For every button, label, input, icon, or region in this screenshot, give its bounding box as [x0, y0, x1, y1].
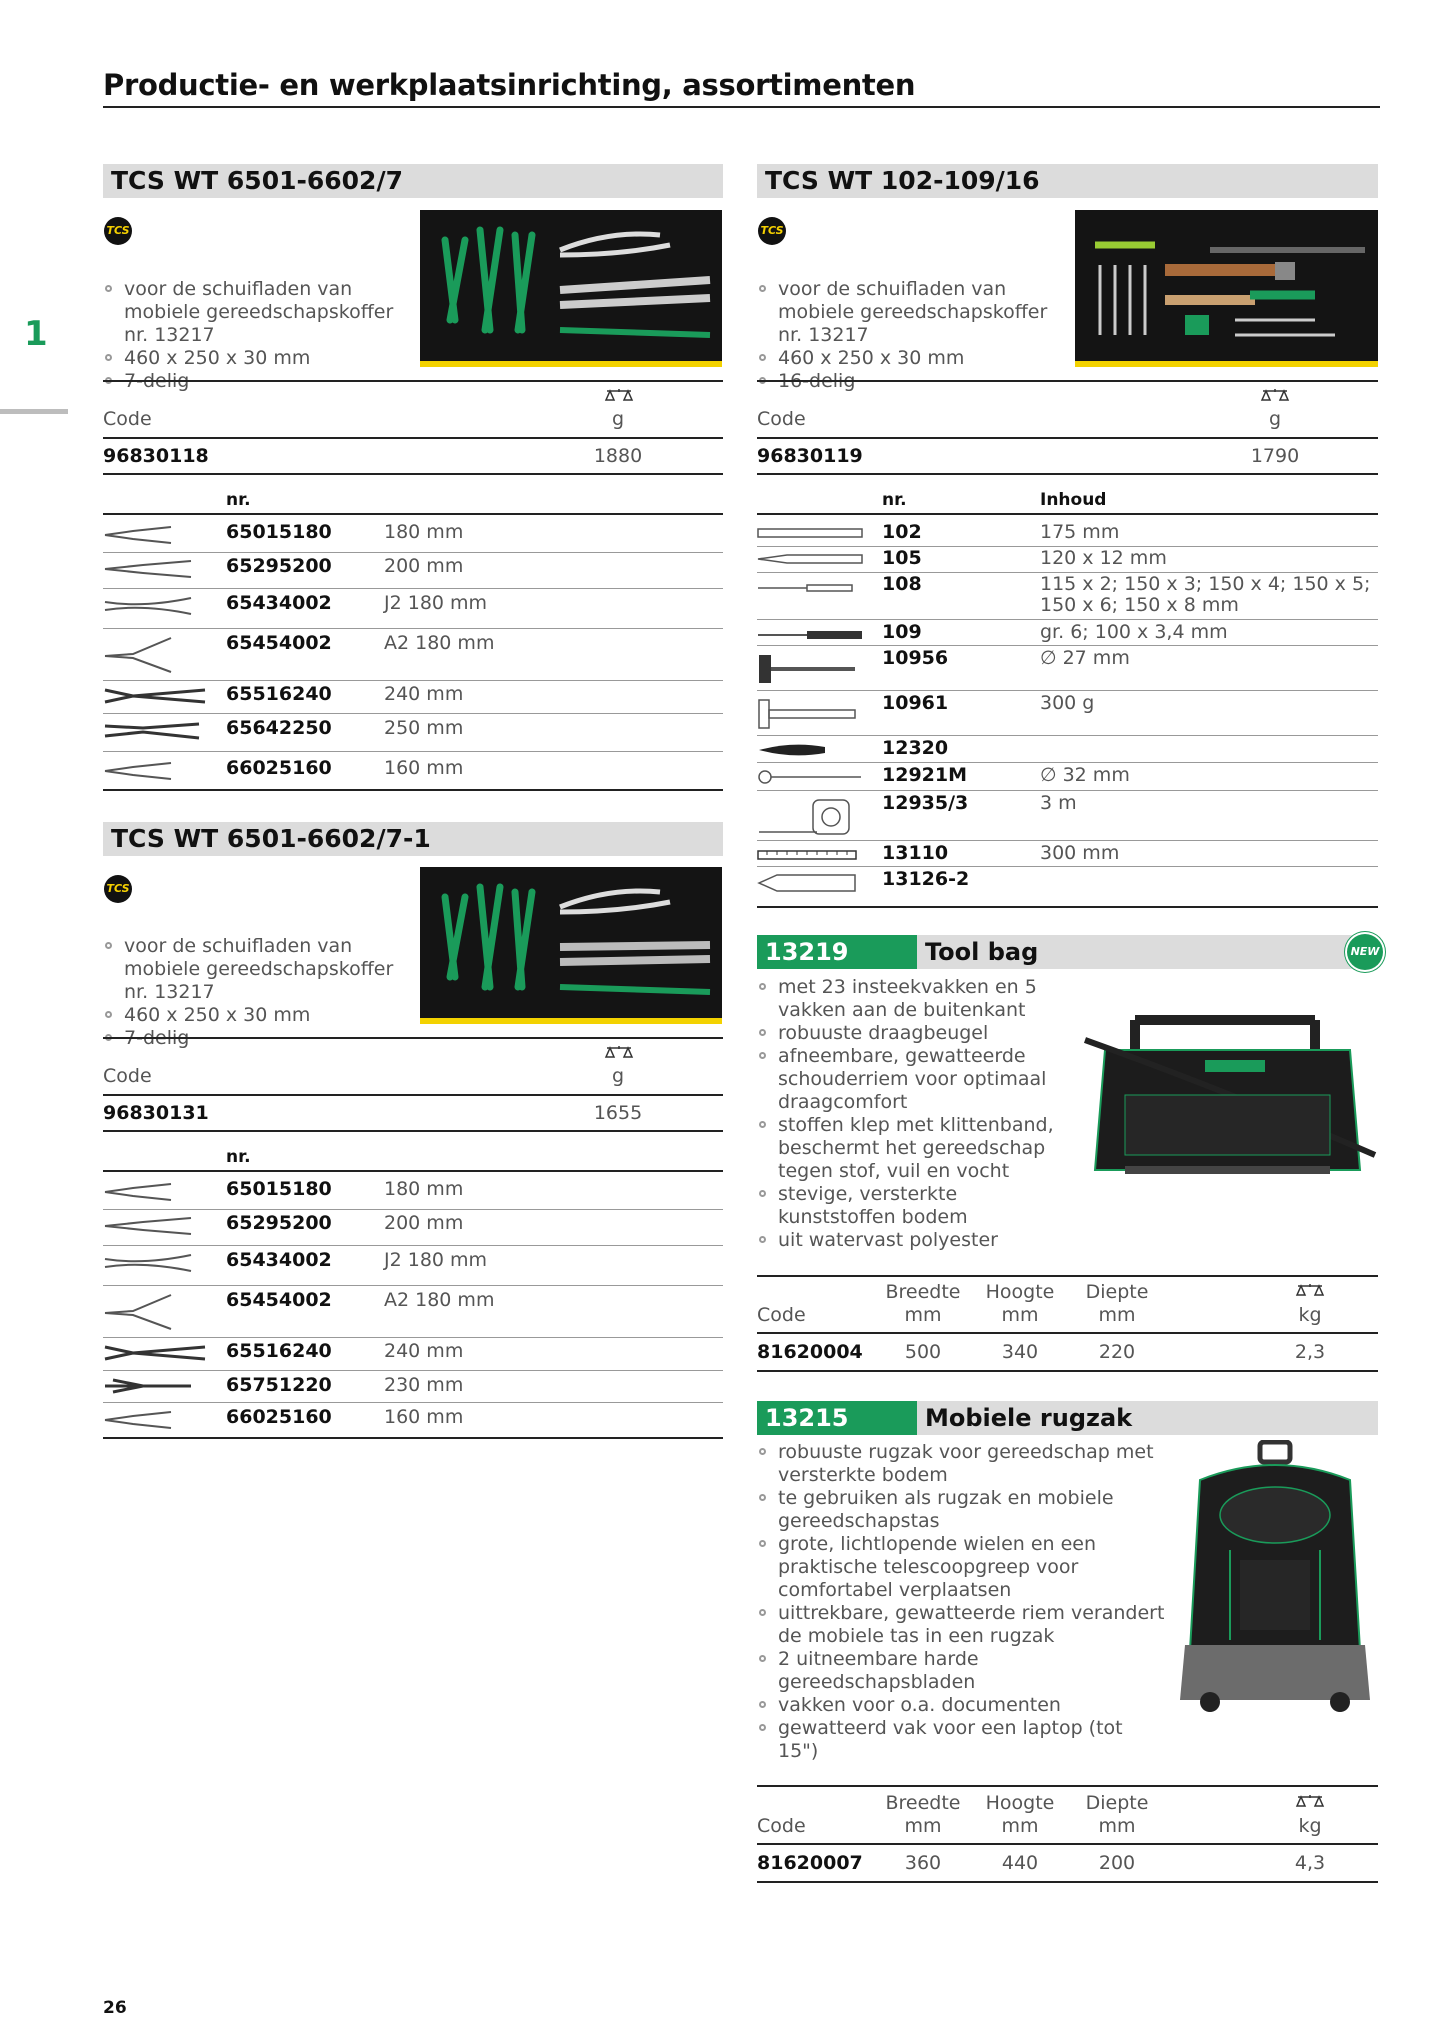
circlip-pliers-icon	[103, 634, 173, 674]
kg-unit: kg	[1298, 1304, 1322, 1326]
tcs-badge-icon: TCS	[104, 217, 132, 245]
diepte-unit: mm	[1098, 1304, 1136, 1326]
item-nr: 12320	[882, 737, 949, 759]
item-nr: 65642250	[226, 717, 332, 739]
punch-icon	[757, 553, 863, 565]
row-divider	[757, 866, 1378, 867]
bullet: gewatteerd vak voor een laptop (tot 15")	[757, 1717, 1167, 1763]
divider	[757, 1332, 1378, 1334]
bullet: afneembare, gewatteerde schouderriem voor optimaal draagcomfort	[757, 1045, 1072, 1114]
bullet: 16-delig	[757, 370, 1067, 393]
page-title: Productie- en werkplaatsinrichting, assortimenten	[103, 68, 916, 102]
item-desc: ∅ 27 mm	[1040, 647, 1130, 669]
backpack-hoogte: 440	[1001, 1852, 1039, 1874]
nr-header: nr.	[226, 1147, 251, 1167]
divider	[103, 1437, 723, 1439]
circlip-pliers-icon	[103, 1251, 193, 1275]
item-desc: 160 mm	[384, 757, 464, 779]
mallet-icon	[757, 651, 857, 687]
row-divider	[757, 735, 1378, 736]
item-desc: 240 mm	[384, 683, 464, 705]
bullet: te gebruiken als rugzak en mobiele gereedschapstas	[757, 1487, 1167, 1533]
divider	[103, 1170, 723, 1172]
pliers-wrench-icon	[103, 1376, 193, 1396]
divider	[757, 1370, 1378, 1372]
water-pump-pliers-icon	[103, 684, 208, 708]
pliers-icon	[103, 523, 173, 547]
item-nr: 109	[882, 621, 922, 643]
locking-pliers-icon	[103, 718, 203, 744]
set3-bullets	[757, 278, 1067, 393]
row-divider	[103, 751, 723, 752]
row-divider	[103, 713, 723, 714]
item-nr: 13126-2	[882, 868, 970, 890]
divider	[757, 473, 1378, 475]
divider	[757, 906, 1378, 908]
item-nr: 12921M	[882, 764, 968, 786]
set1-tray-photo	[420, 210, 722, 367]
code-header: Code	[103, 408, 152, 430]
toolbag-hoogte: 340	[1001, 1341, 1039, 1363]
set2-title: TCS WT 6501-6602/7-1	[103, 822, 723, 856]
tcs-badge-icon: TCS	[104, 875, 132, 903]
water-pump-pliers-icon	[103, 1341, 208, 1365]
item-nr: 65015180	[226, 521, 332, 543]
divider	[103, 1130, 723, 1132]
toolbag-number: 13219	[757, 935, 917, 969]
tcs-badge-icon: TCS	[758, 217, 786, 245]
diepte-header: Diepte	[1085, 1792, 1149, 1814]
code-header: Code	[757, 408, 806, 430]
code-header: Code	[757, 1815, 806, 1837]
item-nr: 65454002	[226, 632, 332, 654]
bullet: 460 x 250 x 30 mm	[103, 347, 413, 370]
item-nr: 65454002	[226, 1289, 332, 1311]
magnetic-pickup-icon	[757, 770, 863, 784]
hoogte-unit: mm	[1001, 1815, 1039, 1837]
set1-title: TCS WT 6501-6602/7	[103, 164, 723, 198]
item-desc: 200 mm	[384, 1212, 464, 1234]
pin-punch-icon	[757, 584, 853, 592]
item-desc: gr. 6; 100 x 3,4 mm	[1040, 621, 1228, 643]
backpack-photo	[1170, 1440, 1380, 1715]
weight-unit: g	[1268, 408, 1282, 430]
bullet: vakken voor o.a. documenten	[757, 1694, 1167, 1717]
item-desc: 230 mm	[384, 1374, 464, 1396]
divider	[103, 380, 723, 382]
backpack-code: 81620007	[757, 1852, 863, 1874]
row-divider	[103, 588, 723, 589]
cutting-pliers-icon	[103, 1408, 173, 1432]
row-divider	[757, 690, 1378, 691]
hammer-icon	[757, 698, 857, 730]
divider	[103, 473, 723, 475]
bullet: voor de schuifladen van mobiele gereedschapskoffer nr. 13217	[103, 935, 413, 1004]
pliers-icon	[103, 557, 193, 581]
chisel-icon	[757, 527, 863, 539]
bullet: stoffen klep met klittenband, beschermt het gereedschap tegen stof, vuil en vocht	[757, 1114, 1072, 1183]
item-desc: 3 m	[1040, 792, 1077, 814]
weight-scale-icon	[604, 1045, 634, 1063]
divider	[103, 513, 723, 515]
row-divider	[103, 1370, 723, 1371]
backpack-bullets	[757, 1441, 1167, 1763]
row-divider	[757, 790, 1378, 791]
breedte-unit: mm	[904, 1815, 942, 1837]
item-nr: 12935/3	[882, 792, 969, 814]
set1-weight: 1880	[593, 445, 643, 467]
set1-code: 96830118	[103, 445, 209, 467]
diepte-unit: mm	[1098, 1815, 1136, 1837]
row-divider	[103, 552, 723, 553]
item-nr: 65516240	[226, 683, 332, 705]
backpack-name: Mobiele rugzak	[925, 1404, 1133, 1432]
nr-header: nr.	[226, 490, 251, 510]
weight-unit: g	[611, 408, 625, 430]
item-nr: 65015180	[226, 1178, 332, 1200]
item-desc: J2 180 mm	[384, 592, 488, 614]
item-nr: 65295200	[226, 1212, 332, 1234]
divider	[757, 1881, 1378, 1883]
divider	[757, 1843, 1378, 1845]
weight-unit: g	[611, 1065, 625, 1087]
item-nr: 102	[882, 521, 922, 543]
divider	[757, 513, 1378, 515]
row-divider	[103, 680, 723, 681]
toolbag-photo	[1075, 980, 1380, 1195]
tape-measure-icon	[757, 796, 851, 838]
divider	[757, 437, 1378, 439]
bullet: robuuste draagbeugel	[757, 1022, 1072, 1045]
item-desc: 160 mm	[384, 1406, 464, 1428]
bullet: 460 x 250 x 30 mm	[757, 347, 1067, 370]
toolbag-bullets	[757, 976, 1072, 1252]
set3-weight: 1790	[1250, 445, 1300, 467]
toolbag-diepte: 220	[1098, 1341, 1136, 1363]
hoogte-header: Hoogte	[985, 1792, 1055, 1814]
code-header: Code	[103, 1065, 152, 1087]
bullet: 460 x 250 x 30 mm	[103, 1004, 413, 1027]
title-rule	[103, 106, 1380, 108]
set1-bullets	[103, 278, 413, 393]
kg-unit: kg	[1298, 1815, 1322, 1837]
row-divider	[757, 840, 1378, 841]
code-header: Code	[757, 1304, 806, 1326]
divider	[757, 380, 1378, 382]
item-desc: 240 mm	[384, 1340, 464, 1362]
item-nr: 65434002	[226, 592, 332, 614]
divider	[103, 1094, 723, 1096]
set3-tray-photo	[1075, 210, 1378, 367]
breedte-header: Breedte	[885, 1792, 961, 1814]
toolbag-name: Tool bag	[925, 938, 1039, 966]
row-divider	[103, 1337, 723, 1338]
item-desc: A2 180 mm	[384, 1289, 495, 1311]
bullet: 7-delig	[103, 370, 413, 393]
toolbag-breedte: 500	[904, 1341, 942, 1363]
row-divider	[103, 628, 723, 629]
row-divider	[103, 1285, 723, 1286]
backpack-weight: 4,3	[1294, 1852, 1326, 1874]
item-desc: J2 180 mm	[384, 1249, 488, 1271]
chapter-tab-bar	[0, 409, 68, 414]
divider	[103, 437, 723, 439]
item-desc: 120 x 12 mm	[1040, 547, 1167, 569]
item-nr: 65516240	[226, 1340, 332, 1362]
row-divider	[757, 645, 1378, 646]
bullet: stevige, versterkte kunststoffen bodem	[757, 1183, 1072, 1229]
item-nr: 66025160	[226, 1406, 332, 1428]
pliers-icon	[103, 1180, 173, 1204]
breedte-unit: mm	[904, 1304, 942, 1326]
item-desc: 115 x 2; 150 x 3; 150 x 4; 150 x 5;	[1040, 573, 1371, 595]
item-nr: 65434002	[226, 1249, 332, 1271]
bullet: voor de schuifladen van mobiele gereedschapskoffer nr. 13217	[103, 278, 413, 347]
item-desc: 180 mm	[384, 521, 464, 543]
item-desc: 175 mm	[1040, 521, 1120, 543]
bullet: 7-delig	[103, 1027, 413, 1050]
weight-scale-icon	[1295, 1283, 1325, 1301]
bullet: voor de schuifladen van mobiele gereedschapskoffer nr. 13217	[757, 278, 1067, 347]
weight-scale-icon	[1260, 388, 1290, 406]
item-desc: 300 mm	[1040, 842, 1120, 864]
backpack-breedte: 360	[904, 1852, 942, 1874]
item-nr: 10961	[882, 692, 949, 714]
set3-code: 96830119	[757, 445, 863, 467]
item-nr: 105	[882, 547, 922, 569]
inhoud-header: Inhoud	[1040, 490, 1107, 510]
bullet: 2 uitneembare harde gereedschapsbladen	[757, 1648, 1167, 1694]
item-desc-line2: 150 x 6; 150 x 8 mm	[1040, 594, 1239, 616]
weight-scale-icon	[604, 388, 634, 406]
bullet: grote, lichtlopende wielen en een praktische telescoopgreep voor comfortabel verplaatsen	[757, 1533, 1167, 1602]
divider	[103, 789, 723, 791]
weight-scale-icon	[1295, 1794, 1325, 1812]
circlip-pliers-icon	[103, 594, 193, 618]
row-divider	[103, 1209, 723, 1210]
hoogte-header: Hoogte	[985, 1281, 1055, 1303]
item-desc: 180 mm	[384, 1178, 464, 1200]
ruler-icon	[757, 850, 857, 860]
item-desc: 300 g	[1040, 692, 1095, 714]
cutting-pliers-icon	[103, 759, 173, 783]
chapter-number: 1	[24, 314, 48, 354]
divider	[757, 1275, 1378, 1277]
hoogte-unit: mm	[1001, 1304, 1039, 1326]
row-divider	[103, 1402, 723, 1403]
backpack-diepte: 200	[1098, 1852, 1136, 1874]
knife-icon	[757, 743, 827, 757]
bullet: robuuste rugzak voor gereedschap met versterkte bodem	[757, 1441, 1167, 1487]
item-nr: 108	[882, 573, 922, 595]
row-divider	[757, 619, 1378, 620]
set2-code: 96830131	[103, 1102, 209, 1124]
item-desc: 200 mm	[384, 555, 464, 577]
set2-weight: 1655	[593, 1102, 643, 1124]
pliers-icon	[103, 1214, 193, 1238]
marker-icon	[757, 872, 857, 894]
row-divider	[757, 762, 1378, 763]
set3-title: TCS WT 102-109/16	[757, 164, 1378, 198]
set2-bullets	[103, 935, 413, 1050]
item-desc: A2 180 mm	[384, 632, 495, 654]
divider	[757, 1785, 1378, 1787]
backpack-number: 13215	[757, 1401, 917, 1435]
new-badge-icon: NEW	[1347, 934, 1383, 970]
screwdriver-icon	[757, 629, 863, 641]
nr-header: nr.	[882, 490, 907, 510]
bullet: met 23 insteekvakken en 5 vakken aan de buitenkant	[757, 976, 1072, 1022]
bullet: uit watervast polyester	[757, 1229, 1072, 1252]
breedte-header: Breedte	[885, 1281, 961, 1303]
item-nr: 10956	[882, 647, 949, 669]
page-number: 26	[103, 1998, 127, 2018]
toolbag-weight: 2,3	[1294, 1341, 1326, 1363]
toolbag-code: 81620004	[757, 1341, 863, 1363]
item-nr: 66025160	[226, 757, 332, 779]
diepte-header: Diepte	[1085, 1281, 1149, 1303]
divider	[103, 1037, 723, 1039]
item-desc: ∅ 32 mm	[1040, 764, 1130, 786]
circlip-pliers-icon	[103, 1291, 173, 1331]
bullet: uittrekbare, gewatteerde riem verandert de mobiele tas in een rugzak	[757, 1602, 1167, 1648]
item-desc: 250 mm	[384, 717, 464, 739]
item-nr: 65751220	[226, 1374, 332, 1396]
row-divider	[103, 1245, 723, 1246]
item-nr: 65295200	[226, 555, 332, 577]
set2-tray-photo	[420, 867, 722, 1024]
item-nr: 13110	[882, 842, 949, 864]
